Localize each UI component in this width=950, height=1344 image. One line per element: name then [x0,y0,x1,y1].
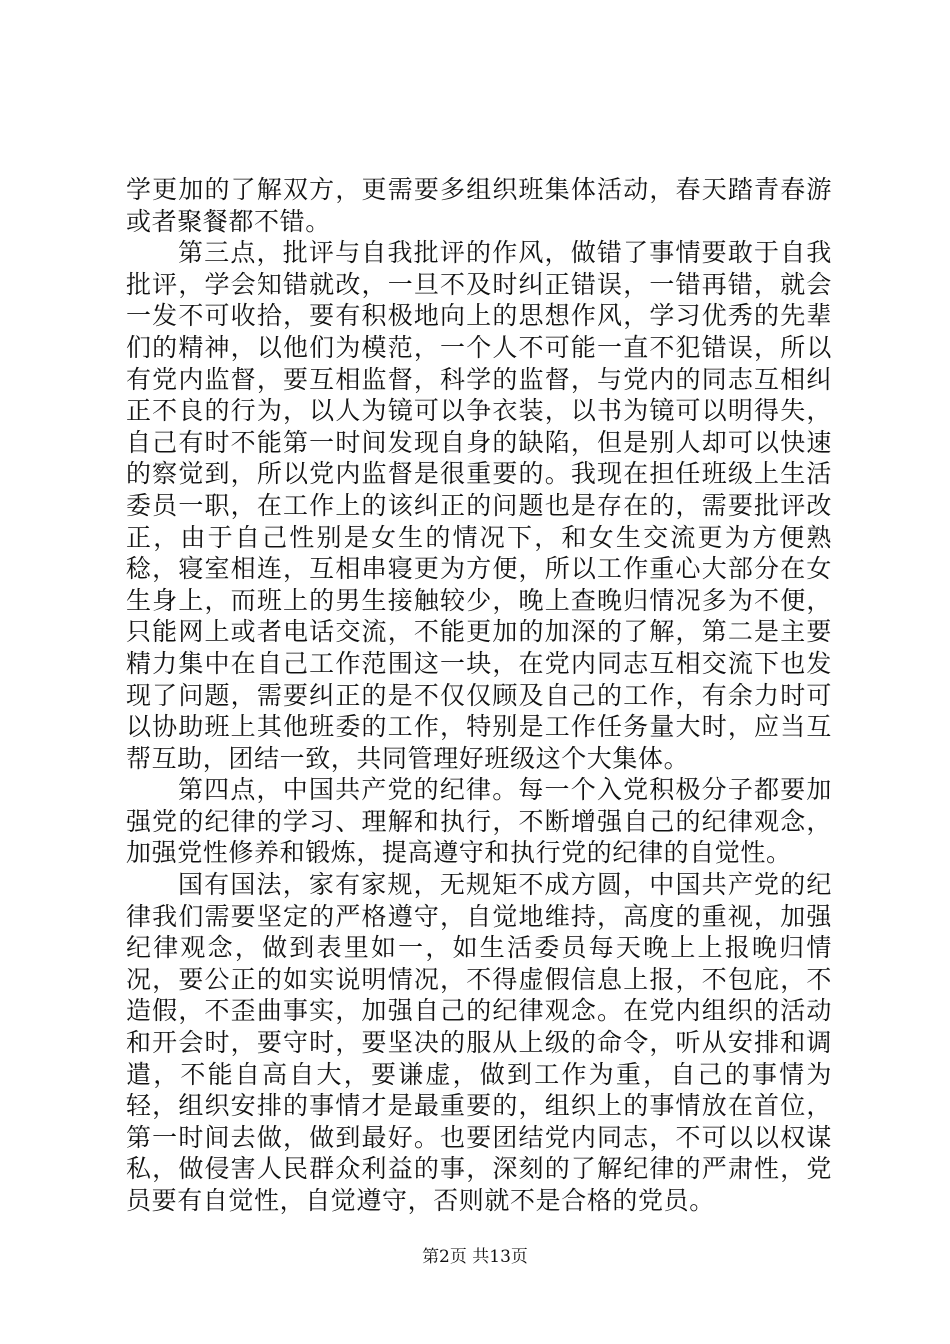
paragraph-discipline: 国有国法，家有家规，无规矩不成方圆，中国共产党的纪律我们需要坚定的严格遵守，自觉地维持，高度的重视，加强纪律观念，做到表里如一，如生活委员每天晚上上报晚归情况，要公正的如实说明情况，不得虚假信息上报，不包庇，不造假，不歪曲事实，加强自己的纪律观念。在党内组织的活动和开会时，要守时，要坚决的服从上级的命令，听从安排和调遣，不能自高自大，要谦虚，做到工作为重，自己的事情为轻，组织安排的事情才是最重要的，组织上的事情放在首位，第一时间去做，做到最好。也要团结党内同志，不可以以权谋私，做侵害人民群众利益的事，深刻的了解纪律的严肃性，党员要有自觉性，自觉遵守，否则就不是合格的党员。 [126,870,832,1215]
paragraph-point-four: 第四点，中国共产党的纪律。每一个入党积极分子都要加强党的纪律的学习、理解和执行，不断增强自己的纪律观念，加强党性修养和锻炼，提高遵守和执行党的纪律的自觉性。 [126,775,832,868]
page-number-footer: 第2页 共13页 [422,1247,528,1267]
document-body [126,174,832,1217]
paragraph-point-three: 第三点，批评与自我批评的作风，做错了事情要敢于自我批评，学会知错就改，一旦不及时纠正错误，一错再错，就会一发不可收拾，要有积极地向上的思想作风，学习优秀的先辈们的精神，以他们为模范，一个人不可能一直不犯错误，所以有党内监督，要互相监督，科学的监督，与党内的同志互相纠正不良的行为，以人为镜可以争衣装，以书为镜可以明得失，自己有时不能第一时间发现自身的缺陷，但是别人却可以快速的察觉到，所以党内监督是很重要的。我现在担任班级上生活委员一职，在工作上的该纠正的问题也是存在的，需要批评改正，由于自己性别是女生的情况下，和女生交流更为方便熟稔，寝室相连，互相串寝更为方便，所以工作重心大部分在女生身上，而班上的男生接触较少，晚上查晚归情况多为不便，只能网上或者电话交流，不能更加的加深的了解，第二是主要精力集中在自己工作范围这一块，在党内同志互相交流下也发现了问题，需要纠正的是不仅仅顾及自己的工作，有余力时可以协助班上其他班委的工作，特别是工作任务量大时，应当互帮互助，团结一致，共同管理好班级这个大集体。 [126,238,832,773]
paragraph-continuation: 学更加的了解双方，更需要多组织班集体活动，春天踏青春游或者聚餐都不错。 [126,175,832,236]
